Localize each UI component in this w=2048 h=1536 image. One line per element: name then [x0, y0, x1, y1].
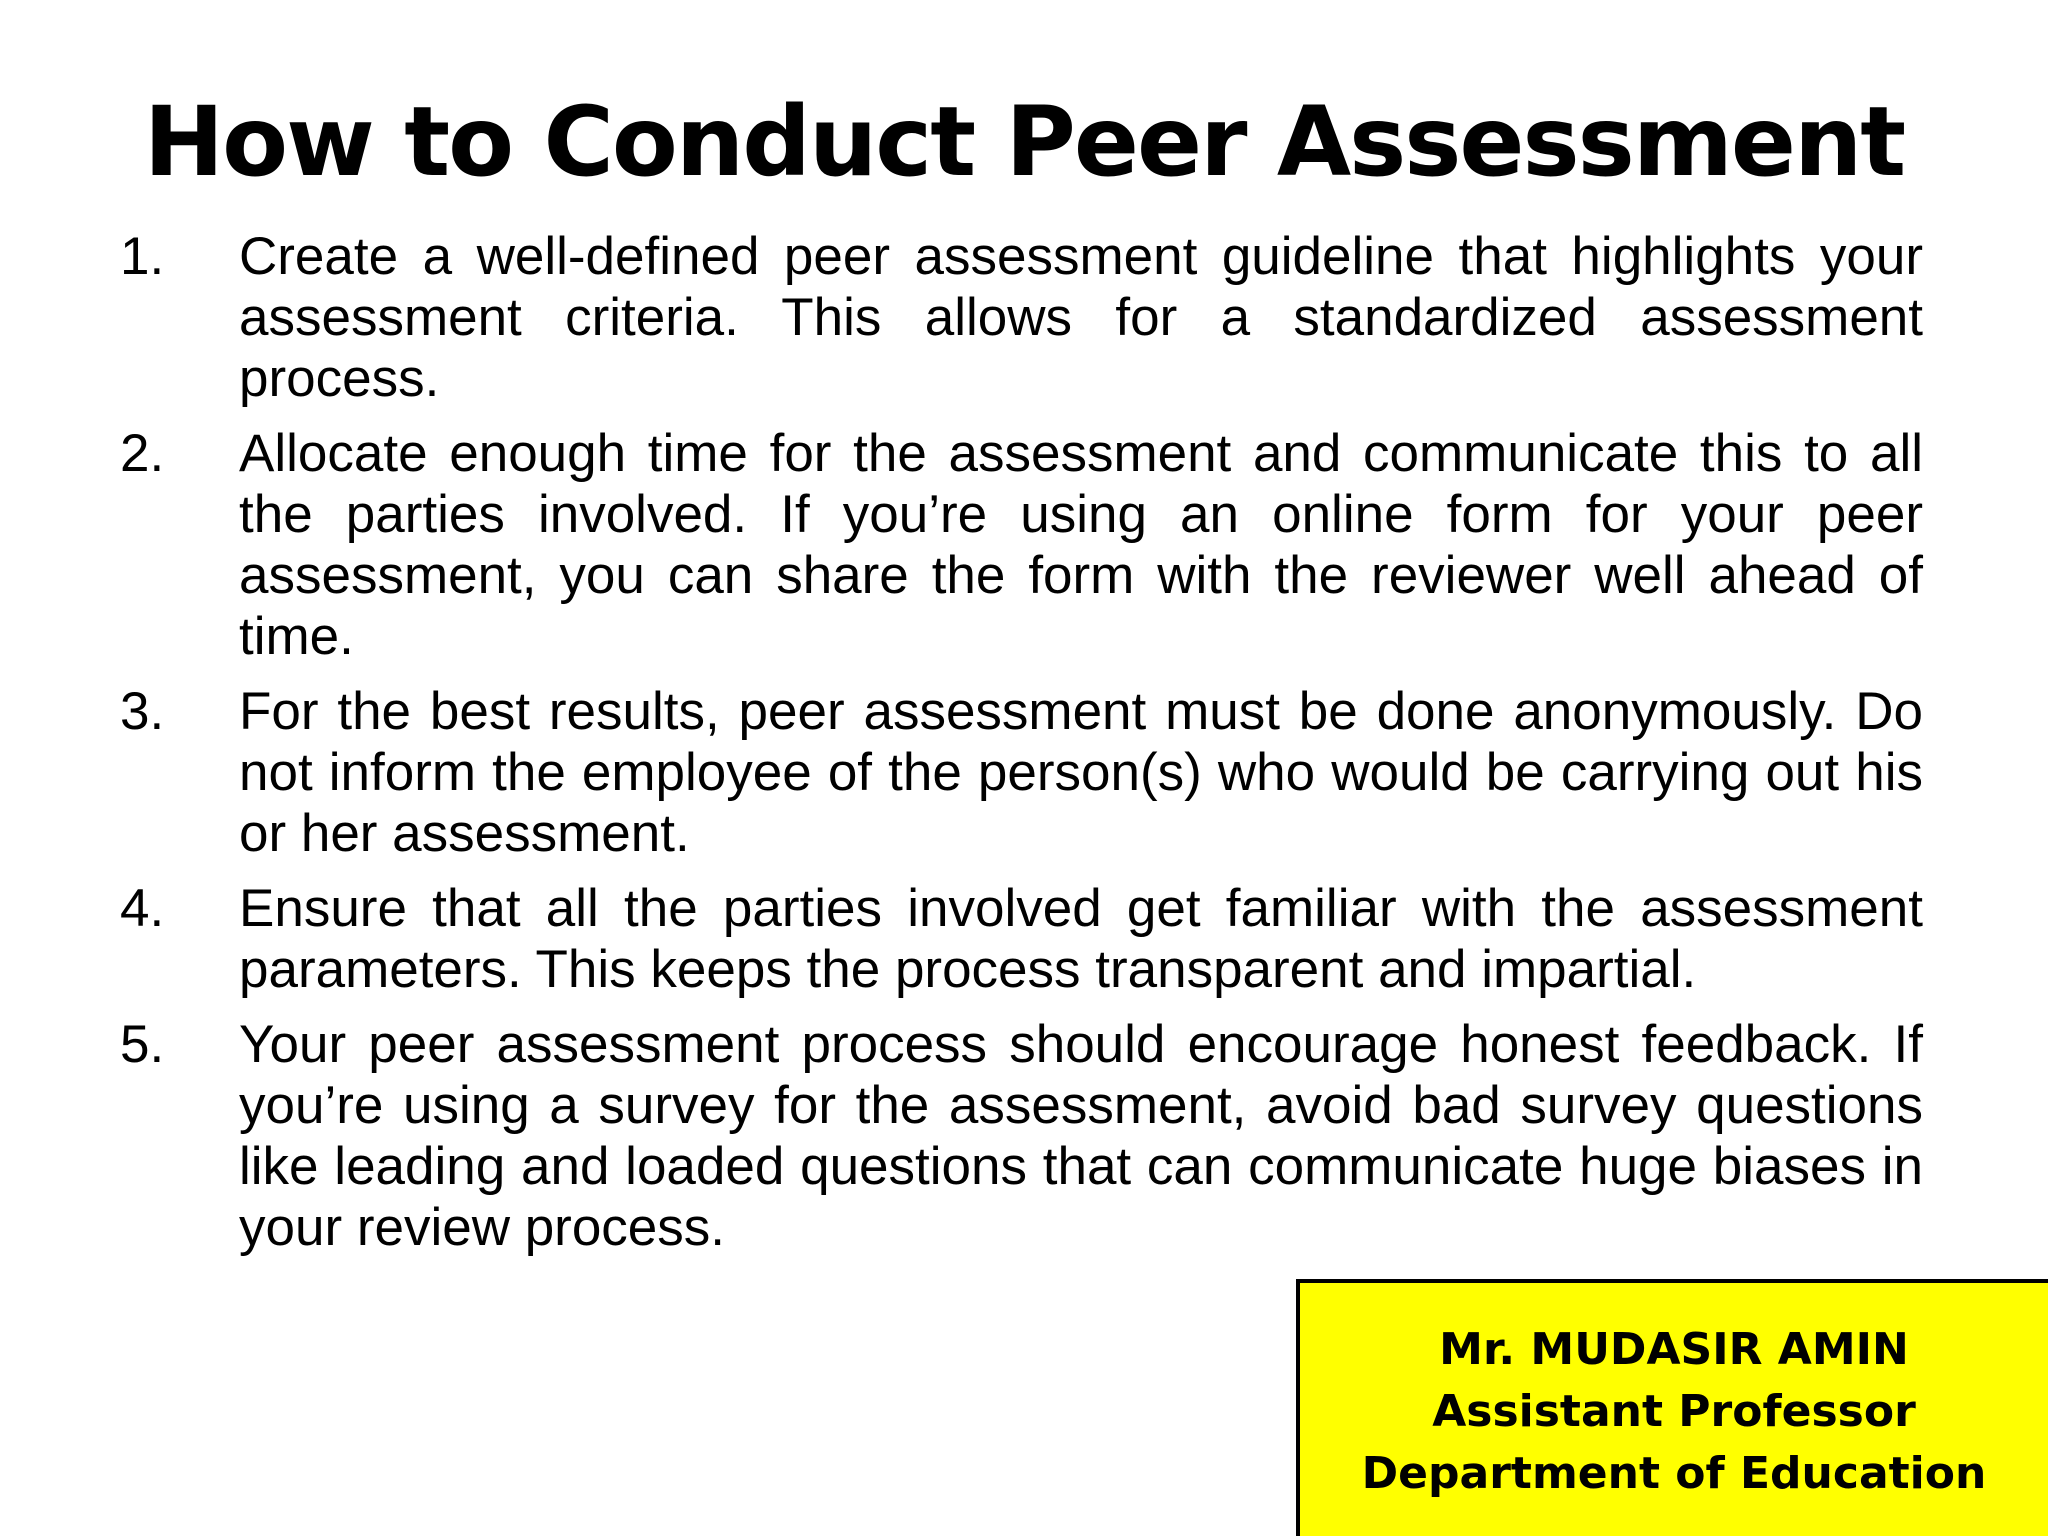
- list-item: [120, 878, 1923, 1000]
- list-item: [120, 423, 1923, 667]
- list-item-number: 2.: [120, 424, 165, 483]
- list-item-number: 3.: [120, 682, 165, 741]
- author-department: Department of Education: [1361, 1448, 1987, 1499]
- author-name: Mr. MUDASIR AMIN: [1439, 1324, 1909, 1375]
- steps-list: [120, 226, 1923, 1272]
- list-item-number: 5.: [120, 1015, 165, 1074]
- list-item-text: Your peer assessment process should encourage honest feedback. If you’re using a survey for the assessment, avoid bad survey questions like leading and loaded questions that can communicate huge biases in your review process.: [239, 1015, 1923, 1257]
- list-item-text: For the best results, peer assessment must be done anonymously. Do not inform the employee of the person(s) who would be carrying out his or her assessment.: [239, 682, 1923, 863]
- list-item: [120, 681, 1923, 864]
- list-item-number: 1.: [120, 227, 165, 286]
- list-item-text: Allocate enough time for the assessment and communicate this to all the parties involved. If you’re using an online form for your peer assessment, you can share the form with the reviewer well ahead of time.: [239, 424, 1923, 666]
- slide-title: How to Conduct Peer Assessment: [143, 86, 1905, 198]
- author-box: [1296, 1279, 2048, 1536]
- list-item: [120, 1014, 1923, 1258]
- author-designation: Assistant Professor: [1432, 1386, 1916, 1437]
- list-item: [120, 226, 1923, 409]
- list-item-text: Ensure that all the parties involved get familiar with the assessment parameters. This keeps the process transparent and impartial.: [239, 879, 1923, 999]
- list-item-number: 4.: [120, 879, 165, 938]
- list-item-text: Create a well-defined peer assessment guideline that highlights your assessment criteria. This allows for a standardized assessment process.: [239, 227, 1923, 408]
